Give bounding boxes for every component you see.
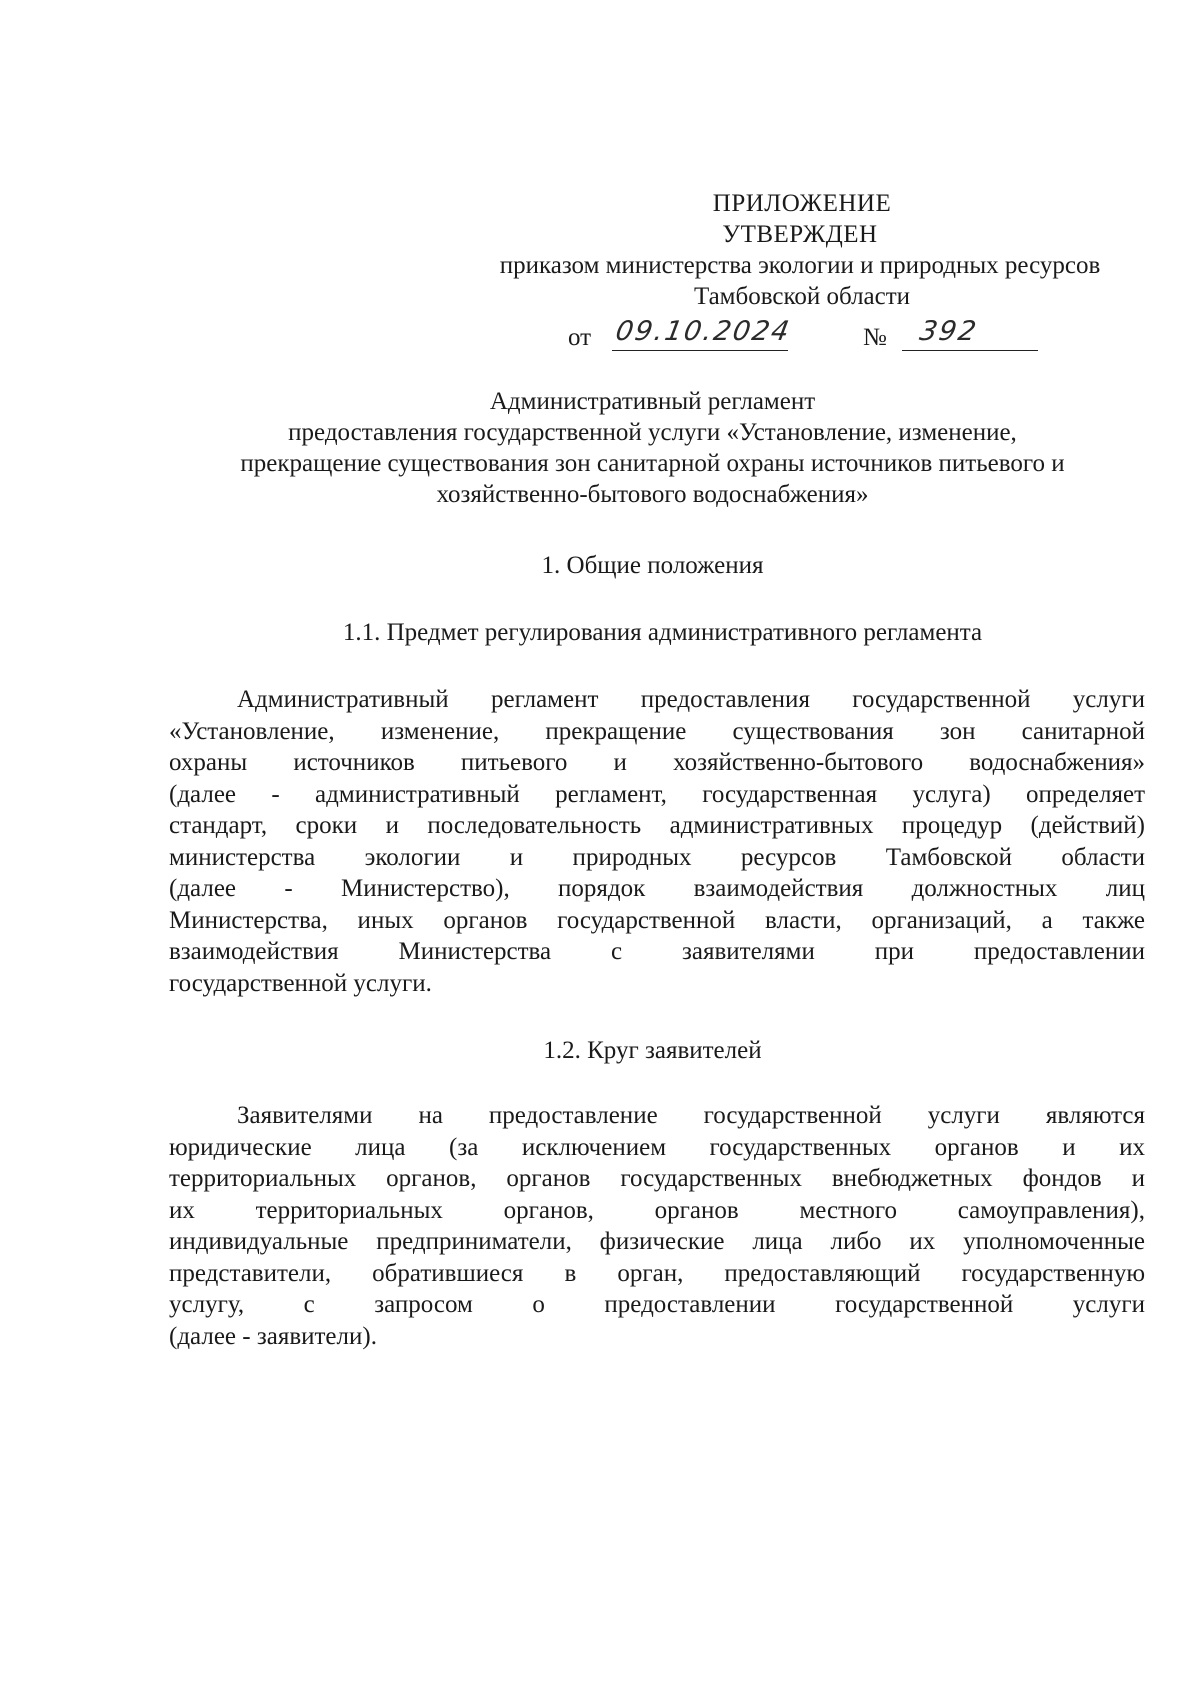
approval-order-text: приказом министерства экологии и природных ресурсов — [499, 252, 1101, 279]
handwritten-date: 09.10.2024 — [613, 316, 794, 347]
section-1-1-paragraph — [169, 684, 1145, 999]
paragraph-line: Административный регламент предоставления государственной услуги — [237, 686, 1145, 713]
paragraph-line: территориальных органов, органов государственных внебюджетных фондов и — [169, 1165, 1145, 1192]
paragraph-line: Заявителями на предоставление государственной услуги являются — [237, 1102, 1145, 1129]
paragraph-line: (далее - Министерство), порядок взаимодействия должностных лиц — [169, 875, 1145, 902]
number-underline — [902, 350, 1038, 351]
approval-region-text: Тамбовской области — [693, 283, 911, 310]
date-label: от — [568, 324, 592, 351]
paragraph-line: (далее - заявители). — [169, 1322, 377, 1350]
paragraph-line: (далее - административный регламент, государственная услуга) определяет — [169, 780, 1145, 808]
title-line-4: хозяйственно-бытового водоснабжения» — [436, 481, 869, 508]
paragraph-line: индивидуальные предприниматели, физические лица либо их уполномоченные — [169, 1228, 1145, 1255]
title-line-2: предоставления государственной услуги «Установление, изменение, — [288, 419, 1017, 446]
section-1-heading: 1. Общие положения — [541, 552, 764, 579]
paragraph-line: их территориальных органов, органов местного самоуправления), — [169, 1196, 1145, 1224]
paragraph-line: представители, обратившиеся в орган, предоставляющий государственную — [169, 1259, 1145, 1287]
section-1-1-heading: 1.1. Предмет регулирования административного регламента — [342, 619, 983, 646]
title-line-1: Административный регламент — [489, 388, 816, 415]
paragraph-line: взаимодействия Министерства с заявителями при предоставлении — [169, 938, 1145, 965]
paragraph-line: услугу, с запросом о предоставлении государственной услуги — [169, 1291, 1145, 1318]
document-title — [160, 386, 1145, 510]
paragraph-line: государственной услуги. — [169, 969, 432, 997]
handwritten-number: 392 — [917, 316, 981, 347]
approval-block — [455, 188, 1145, 312]
paragraph-line: юридические лица (за исключением государственных органов и их — [169, 1133, 1145, 1161]
paragraph-line: охраны источников питьевого и хозяйственно-бытового водоснабжения» — [169, 749, 1145, 776]
paragraph-line: министерства экологии и природных ресурсов Тамбовской области — [169, 843, 1145, 871]
order-reference — [568, 316, 1038, 354]
approval-approved-label: УТВЕРЖДЕН — [722, 221, 878, 248]
paragraph-line: «Установление, изменение, прекращение существования зон санитарной — [169, 717, 1145, 745]
section-1-2-paragraph — [169, 1100, 1145, 1352]
paragraph-line: Министерства, иных органов государственной власти, организаций, а также — [169, 906, 1145, 934]
number-label: № — [863, 324, 887, 351]
section-1-2-heading: 1.2. Круг заявителей — [543, 1037, 762, 1064]
title-line-3: прекращение существования зон санитарной охраны источников питьевого и — [240, 450, 1065, 477]
date-underline — [612, 350, 788, 351]
paragraph-line: стандарт, сроки и последовательность административных процедур (действий) — [169, 812, 1145, 839]
approval-appendix-label: ПРИЛОЖЕНИЕ — [712, 190, 892, 217]
